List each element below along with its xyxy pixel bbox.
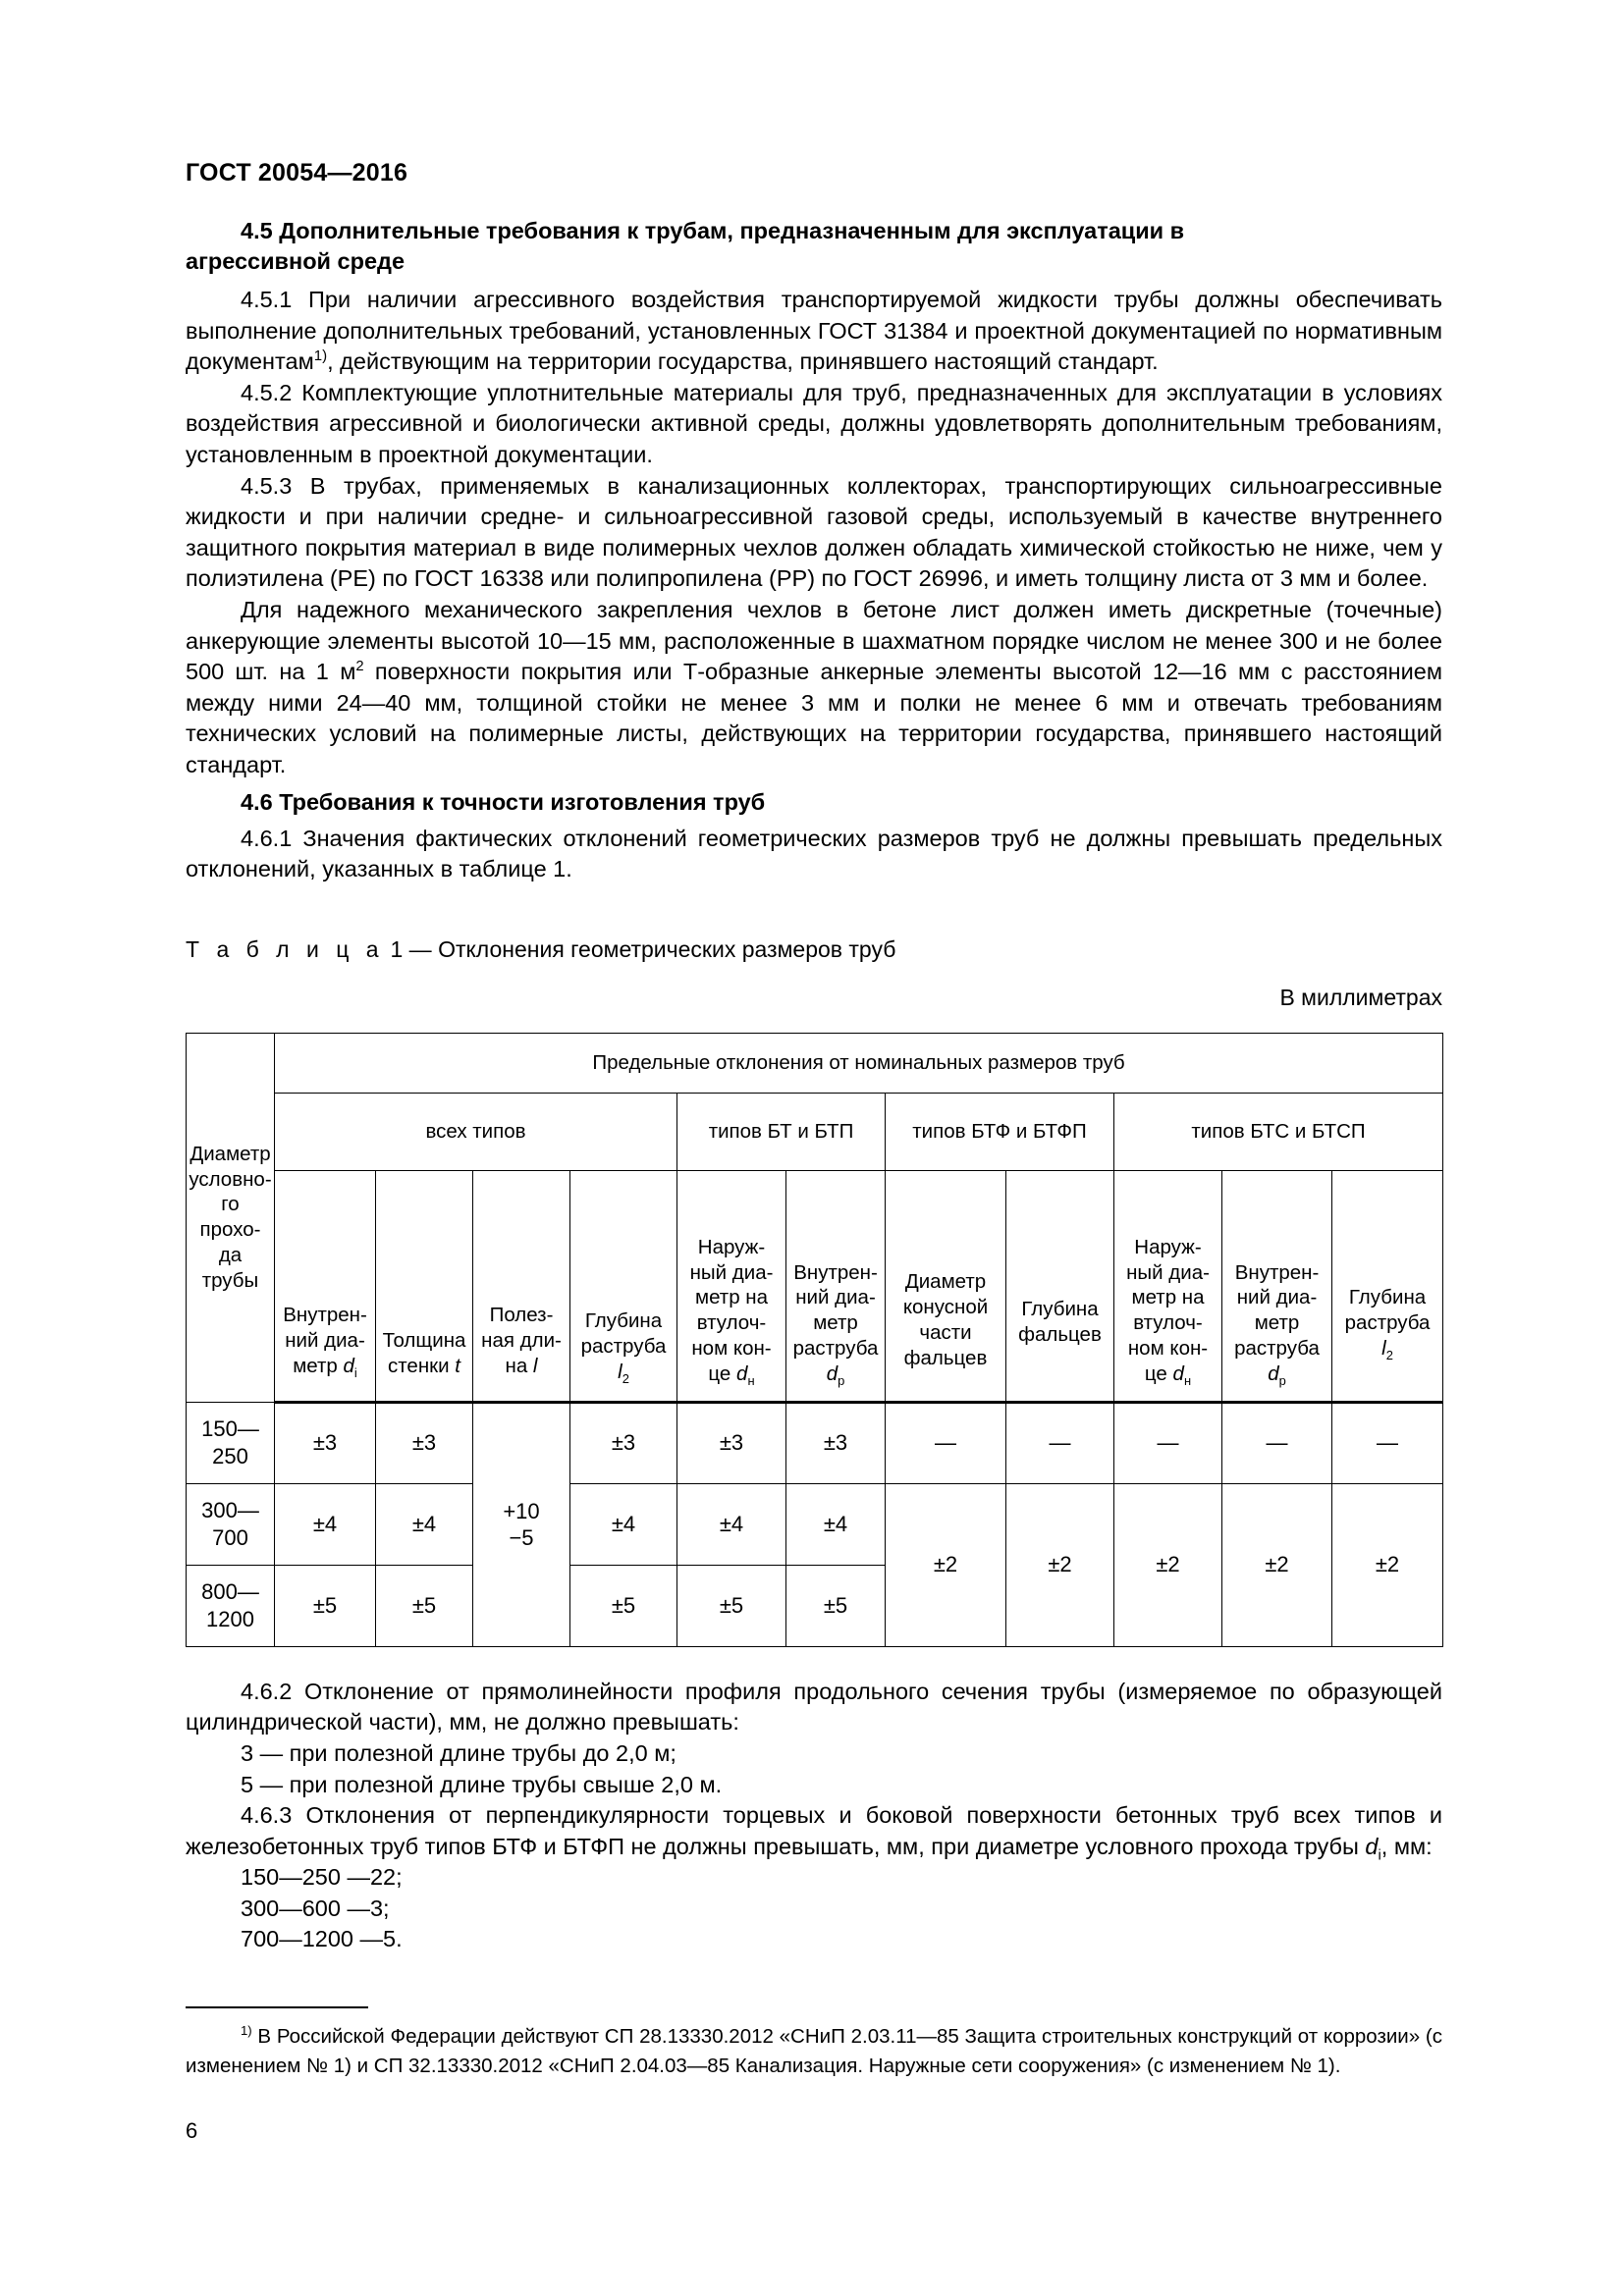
header-col-socket-depth-bts (1332, 1170, 1443, 1402)
header-col-outer-diameter-bts-l1: Наруж- (1134, 1235, 1202, 1258)
header-col-cone-diameter-l1: Диаметр (904, 1270, 987, 1294)
header-col-useful-length-l2: ная дли- (481, 1329, 562, 1353)
var-l2-sub: 2 (622, 1371, 629, 1386)
header-col-inner-socket-bts-l5 (1224, 1362, 1329, 1387)
table-row (187, 1483, 1443, 1565)
header-col-cone-diameter-l2: конусной (902, 1296, 989, 1319)
paragraph-4-6-3-item-2: 300—600 —3; (241, 1895, 390, 1921)
var-di: d (1365, 1833, 1379, 1859)
var-t: t (455, 1354, 460, 1377)
header-diameter-line2: условно- (189, 1167, 272, 1191)
header-col-inner-socket-bts-l4: раструба (1234, 1337, 1320, 1361)
paragraph-4-6-3-item-1: 150—250 —22; (241, 1864, 403, 1891)
row1-outer-diameter-bts: — (1114, 1402, 1222, 1483)
useful-length-minus: −5 (509, 1525, 534, 1551)
row1-inner-diameter: ±3 (275, 1402, 376, 1483)
row1-diameter (187, 1402, 275, 1483)
useful-length-plus: +10 (503, 1498, 540, 1523)
var-dn: d (736, 1362, 748, 1385)
header-col-inner-diameter-l2: ний диа- (285, 1329, 365, 1353)
header-col-inner-socket-bt-l5 (788, 1362, 883, 1387)
row3-wall-thickness: ±5 (376, 1565, 473, 1646)
paragraph-4-5-3: 4.5.3 В трубах, применяемых в канализационных коллекторах, транспортирующих сильноагрессивные жидкости и при наличии средне- и сильноагрессивной газовой среды, используемый в качестве внутреннего защитного покрытия материал в виде полимерных чехлов должен обладать химической стойкостью не ниже, чем у полиэтилена (PE) по ГОСТ 16338 или полипропилена (PP) по ГОСТ 26996, и иметь толщину листа от 3 мм и более. (186, 472, 1442, 592)
header-col-socket-depth-l1: Глубина (584, 1309, 663, 1333)
cone-diameter-merged: ±2 (886, 1483, 1006, 1646)
square-meter-exponent: 2 (355, 659, 364, 675)
header-group-bt-btp: типов БТ и БТП (677, 1093, 886, 1170)
footnote-marker: 1) (241, 2023, 252, 2039)
row3-socket-depth: ±5 (570, 1565, 677, 1646)
var-l2-2-sub: 2 (1385, 1348, 1393, 1362)
header-col-socket-depth-l3 (572, 1360, 675, 1385)
paragraph-4-5-3-cont-b: поверхности покрытия или Т-образные анкерные элементы высотой 12—16 мм с расстоянием между ними 24—40 мм, толщиной стойки не менее 3 мм и полки не менее 6 мм и отвечать требованиям технических условий на полимерные листы, действующих на территории государства, принявшего настоящий стандарт. (186, 659, 1443, 777)
header-col-outer-diameter-bts (1114, 1170, 1222, 1402)
header-group-bts-btsp: типов БТС и БТСП (1114, 1093, 1443, 1170)
var-dp-2: d (1268, 1362, 1279, 1385)
paragraph-4-5-2: 4.5.2 Комплектующие уплотнительные материалы для труб, предназначенных для эксплуатации в условиях воздействия агрессивной и биологически активной среды, должны удовлетворять дополнительным требованиям, установленным в проектной документации. (186, 379, 1442, 467)
header-col-inner-diameter (275, 1170, 376, 1402)
var-l2: l (618, 1360, 622, 1383)
header-col-outer-diameter-bt-l2: ный диа- (689, 1260, 774, 1284)
header-col-outer-diameter-bt-l5: ном кон- (691, 1337, 772, 1361)
row1-outer-diameter-bt: ±3 (677, 1402, 786, 1483)
row1-socket-depth-bts: — (1332, 1402, 1443, 1483)
header-col-cone-diameter-l4: фальцев (903, 1346, 988, 1369)
row2-wall-thickness: ±4 (376, 1483, 473, 1565)
table-header-row-2 (187, 1093, 1443, 1170)
header-group-btf-btfp: типов БТФ и БТФП (886, 1093, 1114, 1170)
var-d-sub: i (353, 1365, 357, 1380)
header-col-outer-diameter-bts-l5: ном кон- (1127, 1337, 1209, 1361)
header-col-fold-depth-l2: фальцев (1018, 1322, 1102, 1346)
table-row (187, 1402, 1443, 1483)
row2-diameter (187, 1483, 275, 1565)
header-diameter-line4: да трубы (201, 1244, 259, 1292)
paragraph-4-6-3 (186, 1800, 1442, 1862)
socket-depth-bts-merged: ±2 (1332, 1483, 1443, 1646)
header-diameter-cell (187, 1033, 275, 1402)
deviations-table (186, 1033, 1443, 1647)
header-col-useful-length-l1: Полез- (489, 1304, 554, 1327)
header-span-all: Предельные отклонения от номинальных размеров труб (275, 1033, 1443, 1093)
paragraph-4-5-3-cont-a: Для надежного механического закрепления чехлов в бетоне лист должен иметь дискретные (точечные) анкерующие элементы высотой 10—15 мм, расположенные в шахматном порядке числом не менее 300 и не более 500 шт. на 1 м (186, 596, 1442, 685)
row1-cone-diameter: — (886, 1402, 1006, 1483)
header-col-outer-diameter-bt-l4: втулоч- (696, 1311, 767, 1335)
header-col-inner-socket-bt-l3: метр (813, 1311, 858, 1335)
var-l: l (532, 1354, 538, 1377)
row2-outer-diameter-bt: ±4 (677, 1483, 786, 1565)
footnote-marker-inline: 1) (313, 347, 328, 365)
header-col-inner-socket-bts-l2: ний диа- (1236, 1286, 1318, 1309)
paragraph-4-6-3-item-3: 700—1200 —5. (241, 1926, 403, 1952)
paragraph-4-6-3-text-b: , мм: (1380, 1833, 1433, 1859)
page-number: 6 (186, 2118, 198, 2143)
table-header-row-1 (187, 1033, 1443, 1093)
header-col-wall-thickness (376, 1170, 473, 1402)
row1-wall-thickness: ±3 (376, 1402, 473, 1483)
header-col-inner-socket-bt-l1: Внутрен- (793, 1260, 878, 1284)
header-col-cone-diameter-l3: части (919, 1321, 972, 1345)
header-col-inner-diameter-l1: Внутрен- (283, 1304, 367, 1327)
footnote-text (186, 2022, 1442, 2081)
header-group-all-types: всех типов (275, 1093, 677, 1170)
row3-diameter-l1: 800— (201, 1579, 259, 1605)
row2-inner-diameter: ±4 (275, 1483, 376, 1565)
fold-depth-merged: ±2 (1006, 1483, 1114, 1646)
table-caption-text: Отклонения геометрических размеров труб (438, 935, 896, 962)
header-col-socket-depth-l2: раструба (580, 1335, 667, 1359)
row1-inner-socket-bt: ±3 (786, 1402, 886, 1483)
header-col-socket-depth-bts-l3 (1334, 1336, 1440, 1362)
header-col-useful-length (473, 1170, 570, 1402)
paragraph-4-5-1-text-b: , действующим на территории государства, принявшего настоящий стандарт. (327, 348, 1159, 375)
var-dn-sub: н (747, 1373, 755, 1388)
var-dp-2-sub: р (1278, 1373, 1286, 1388)
table-caption-dash: — (408, 935, 432, 962)
table-units-note: В миллиметрах (1279, 984, 1442, 1010)
header-col-outer-diameter-bts-l3: метр на (1131, 1286, 1205, 1309)
header-col-inner-socket-bts-l1: Внутрен- (1234, 1260, 1320, 1284)
paragraph-4-6-1: 4.6.1 Значения фактических отклонений геометрических размеров труб не должны превышать предельных отклонений, указанных в таблице 1. (186, 825, 1442, 882)
header-col-outer-diameter-bt-l6: це $d_н$ (708, 1362, 755, 1388)
header-diameter-line1: Диаметр (189, 1142, 271, 1165)
paragraph-4-5-3-cont (186, 595, 1442, 781)
row1-diameter-l2: 250 (212, 1443, 248, 1468)
table-header-row-3 (187, 1170, 1443, 1402)
header-col-inner-diameter-l3: метр $d_i$ (293, 1354, 357, 1380)
var-dn-2-sub: н (1183, 1373, 1192, 1388)
row1-fold-depth: — (1006, 1402, 1114, 1483)
table-caption (186, 936, 1442, 963)
inner-socket-bts-merged: ±2 (1222, 1483, 1332, 1646)
paragraph-4-5-1 (186, 285, 1442, 378)
header-col-socket-depth-bts-l1: Глубина (1348, 1286, 1427, 1309)
header-diameter-line3: го прохо- (199, 1193, 261, 1242)
header-col-inner-socket-bts (1222, 1170, 1332, 1402)
row1-diameter-l1: 150— (201, 1416, 259, 1442)
header-col-inner-socket-bts-l3: метр (1254, 1311, 1300, 1335)
row1-socket-depth: ±3 (570, 1402, 677, 1483)
header-col-socket-depth-bts-l2: раструба (1344, 1311, 1431, 1335)
header-col-fold-depth-l1: Глубина (1021, 1298, 1099, 1321)
row2-diameter-l2: 700 (212, 1524, 248, 1550)
section-4-5-heading-line2: агрессивной среде (186, 248, 406, 275)
header-col-wall-thickness-l2: стенки t (388, 1354, 460, 1377)
footnote-separator (186, 2006, 368, 2008)
header-col-inner-socket-bt (786, 1170, 886, 1402)
header-col-cone-diameter (886, 1170, 1006, 1402)
standard-header: ГОСТ 20054—2016 (186, 159, 408, 187)
var-d: d (343, 1354, 354, 1377)
var-dn-2: d (1172, 1362, 1184, 1385)
header-col-outer-diameter-bt (677, 1170, 786, 1402)
var-di-sub: i (1378, 1847, 1381, 1864)
row3-inner-socket-bt: ±5 (786, 1565, 886, 1646)
row2-diameter-l1: 300— (201, 1498, 259, 1523)
row3-diameter-l2: 1200 (206, 1606, 254, 1631)
header-col-fold-depth (1006, 1170, 1114, 1402)
paragraph-4-6-2-item-1: 3 — при полезной длине трубы до 2,0 м; (241, 1739, 676, 1766)
footnote-body: В Российской Федерации действуют СП 28.13330.2012 «СНиП 2.03.11—85 Защита строительных конструкций от коррозии» (с изменением № 1) и СП 32.13330.2012 «СНиП 2.04.03—85 Канализация. Наружные сети сооружения» (с изменением № 1). (186, 2025, 1442, 2077)
header-col-outer-diameter-bt-l1: Наруж- (697, 1235, 766, 1258)
paragraph-4-6-3-text-a: 4.6.3 Отклонения от перпендикулярности торцевых и боковой поверхности бетонных труб всех типов и железобетонных труб типов БТФ и БТФП не должны превышать, мм, при диаметре условного прохода трубы (186, 1802, 1442, 1859)
header-col-outer-diameter-bts-l6: це $d_н$ (1144, 1362, 1192, 1388)
var-dp-sub: р (838, 1373, 845, 1388)
paragraph-4-5-1-text-a: 4.5.1 При наличии агрессивного воздействия транспортируемой жидкости трубы должны обеспечивать выполнение дополнительных требований, установленных ГОСТ 31384 и проектной документацией по нормативным документам (186, 287, 1442, 375)
header-col-useful-length-l3: на l (505, 1354, 538, 1377)
paragraph-4-6-2-item-2: 5 — при полезной длине трубы свыше 2,0 м. (241, 1771, 723, 1797)
row3-diameter (187, 1565, 275, 1646)
table-caption-number: 1 (390, 935, 404, 962)
row2-socket-depth: ±4 (570, 1483, 677, 1565)
paragraph-4-6-2: 4.6.2 Отклонение от прямолинейности профиля продольного сечения трубы (измеряемое по образующей цилиндрической части), мм, не должно превышать: (186, 1678, 1442, 1735)
section-4-6-heading: 4.6 Требования к точности изготовления труб (241, 788, 766, 815)
useful-length-merged (473, 1402, 570, 1646)
table-caption-label: Т а б л и ц а (186, 935, 385, 962)
header-col-socket-depth (570, 1170, 677, 1402)
row3-outer-diameter-bt: ±5 (677, 1565, 786, 1646)
header-col-outer-diameter-bt-l3: метр на (694, 1286, 769, 1309)
var-l2-2: l (1381, 1336, 1386, 1360)
document-body (186, 216, 1442, 2081)
header-col-outer-diameter-bts-l4: втулоч- (1133, 1311, 1203, 1335)
header-col-inner-socket-bt-l4: раструба (792, 1337, 879, 1361)
var-dp: d (826, 1362, 839, 1385)
section-4-5-heading (186, 216, 1442, 277)
header-col-wall-thickness-l1: Толщина (382, 1329, 466, 1353)
row1-inner-socket-bts: — (1222, 1402, 1332, 1483)
row2-inner-socket-bt: ±4 (786, 1483, 886, 1565)
header-col-outer-diameter-bts-l2: ный диа- (1126, 1260, 1210, 1284)
section-4-5-heading-line1: 4.5 Дополнительные требования к трубам, предназначенным для эксплуатации в (241, 218, 1185, 243)
header-col-inner-socket-bt-l2: ний диа- (795, 1286, 876, 1309)
row3-inner-diameter: ±5 (275, 1565, 376, 1646)
outer-diameter-bts-merged: ±2 (1114, 1483, 1222, 1646)
